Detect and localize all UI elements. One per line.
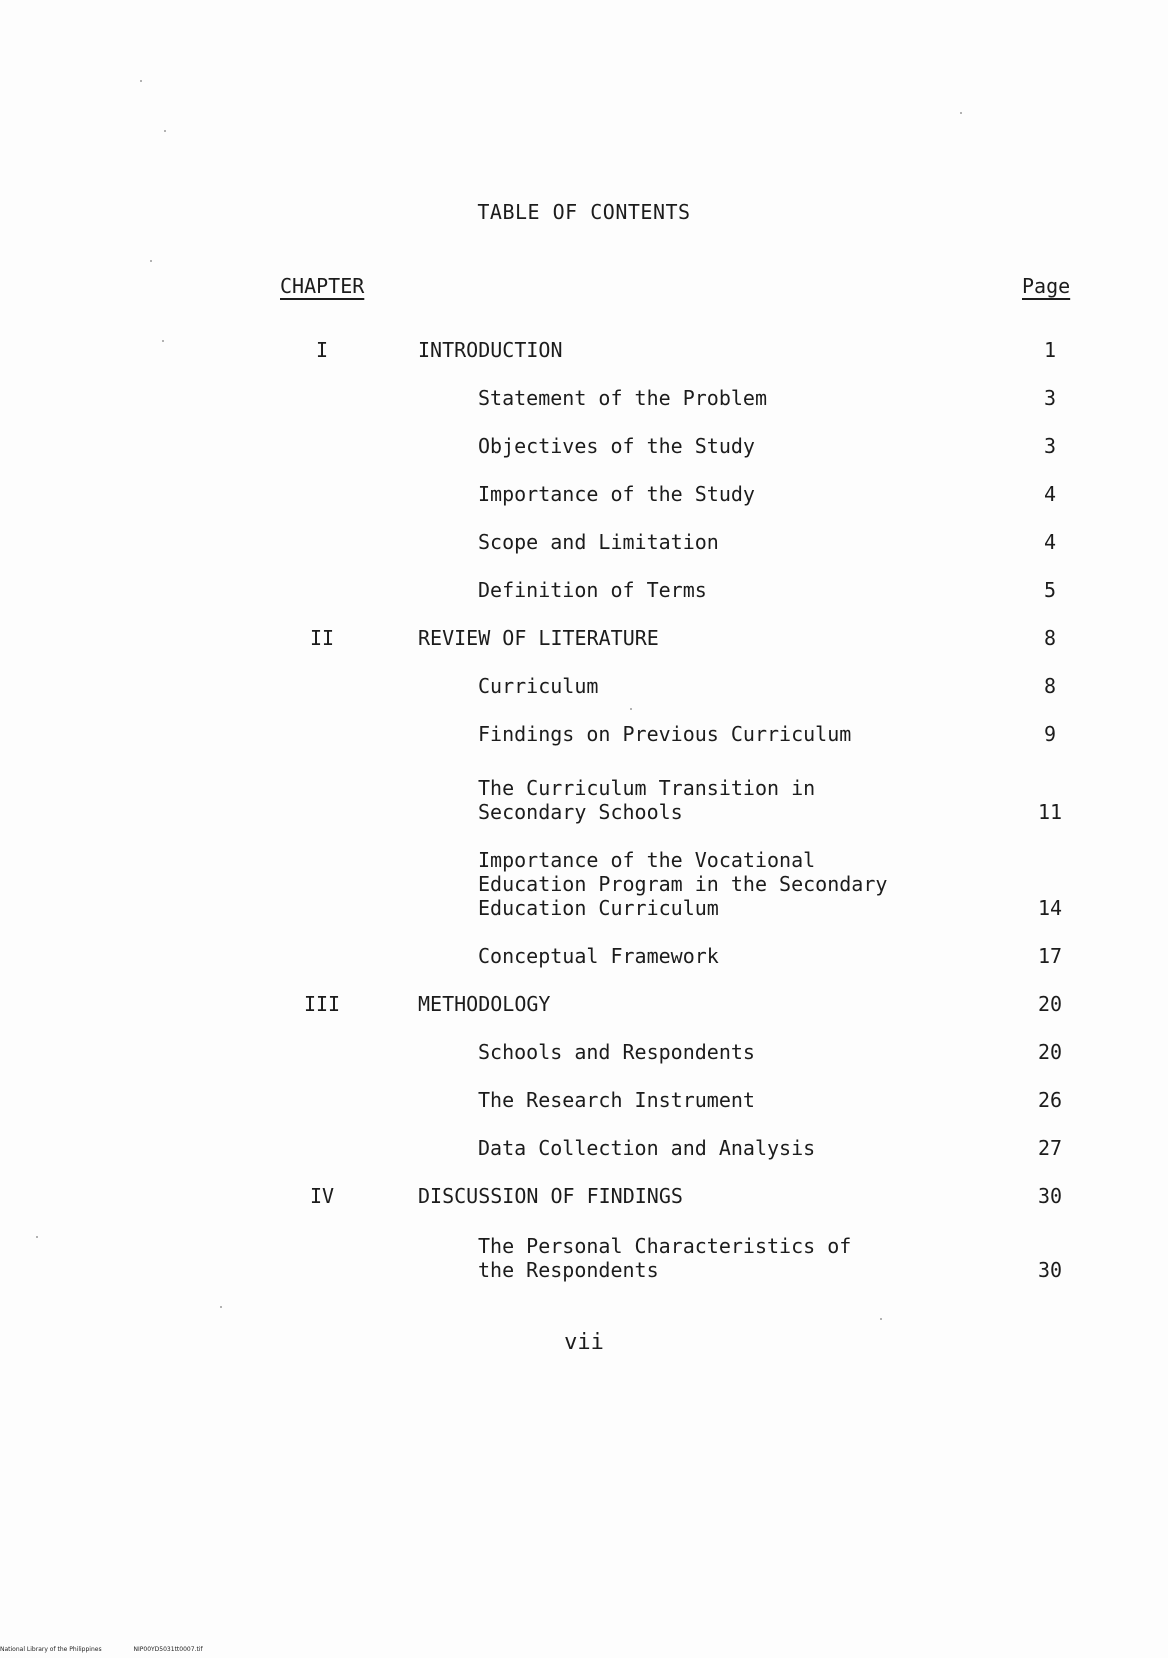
scan-speck (630, 708, 632, 710)
chapter-title: INTRODUCTION (418, 338, 563, 362)
page-number: 9 (1043, 722, 1057, 746)
section-title: The Research Instrument (478, 1088, 755, 1112)
page-number: 17 (1037, 944, 1063, 968)
section-title: Objectives of the Study (478, 434, 755, 458)
scan-speck (36, 1236, 38, 1238)
page-footer-number: vii (564, 1330, 604, 1355)
section-title: Schools and Respondents (478, 1040, 755, 1064)
chapter-column-header: CHAPTER (280, 274, 365, 298)
section-title: Findings on Previous Curriculum (478, 722, 852, 746)
chapter-numeral: II (309, 626, 335, 650)
section-title-line: Importance of the Vocational (478, 848, 816, 872)
microfilm-file-label: NIP00YD5031tt0007.tif (133, 1646, 203, 1653)
section-title-line: The Personal Characteristics of (478, 1234, 852, 1258)
microfilm-library-label: National Library of the Philippines (0, 1646, 102, 1653)
scan-speck (150, 260, 152, 262)
chapter-numeral: IV (309, 1184, 335, 1208)
section-title-line: Education Program in the Secondary (478, 872, 888, 896)
scan-speck (162, 340, 164, 342)
page-number: 4 (1043, 482, 1057, 506)
section-title-line: Education Curriculum (478, 896, 719, 920)
page-number: 5 (1043, 578, 1057, 602)
chapter-title: METHODOLOGY (418, 992, 551, 1016)
page-number: 14 (1037, 896, 1063, 920)
section-title: Conceptual Framework (478, 944, 719, 968)
section-title-line: Secondary Schools (478, 800, 683, 824)
section-title: Definition of Terms (478, 578, 707, 602)
chapter-numeral: I (315, 338, 329, 362)
section-title-line: the Respondents (478, 1258, 659, 1282)
page-number: 11 (1037, 800, 1063, 824)
page-number: 20 (1037, 1040, 1063, 1064)
chapter-title: REVIEW OF LITERATURE (418, 626, 659, 650)
section-title: Scope and Limitation (478, 530, 719, 554)
scan-speck (220, 1306, 222, 1308)
document-title: TABLE OF CONTENTS (477, 200, 691, 224)
chapter-numeral: III (303, 992, 341, 1016)
section-title: Importance of the Study (478, 482, 755, 506)
page-number: 1 (1043, 338, 1057, 362)
page-number: 3 (1043, 434, 1057, 458)
microfilm-strip (0, 1646, 233, 1653)
page-number: 3 (1043, 386, 1057, 410)
page-number: 30 (1037, 1258, 1063, 1282)
page-number: 8 (1043, 674, 1057, 698)
section-title: Curriculum (478, 674, 599, 698)
scan-speck (164, 130, 166, 132)
chapter-title: DISCUSSION OF FINDINGS (418, 1184, 683, 1208)
page-number: 27 (1037, 1136, 1063, 1160)
page-number: 30 (1037, 1184, 1063, 1208)
section-title-line: The Curriculum Transition in (478, 776, 816, 800)
page-number: 8 (1043, 626, 1057, 650)
section-title: Statement of the Problem (478, 386, 767, 410)
scan-speck (880, 1318, 882, 1320)
page-number: 4 (1043, 530, 1057, 554)
page-number: 20 (1037, 992, 1063, 1016)
scan-speck (140, 80, 142, 82)
scan-speck (960, 112, 962, 114)
page-column-header: Page (1022, 274, 1071, 298)
page-number: 26 (1037, 1088, 1063, 1112)
section-title: Data Collection and Analysis (478, 1136, 816, 1160)
